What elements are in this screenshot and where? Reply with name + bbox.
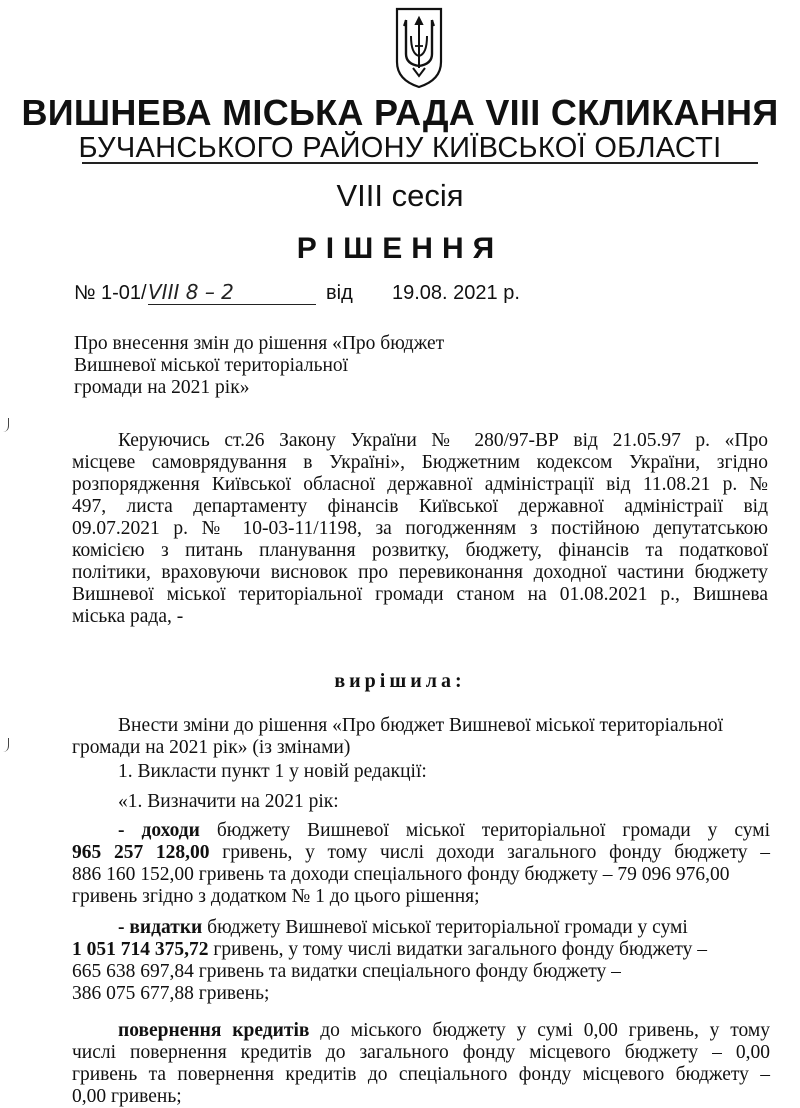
subject-line: громади на 2021 рік» <box>74 377 250 398</box>
session-title: VIII сесія <box>336 178 464 213</box>
decision-number-prefix: № 1-01/ <box>74 282 147 304</box>
margin-mark <box>2 418 9 432</box>
income-line <box>72 820 770 842</box>
item-1: 1. Викласти пункт 1 у новій редакції: <box>118 761 427 782</box>
income-text: бюджету Вишневої міської територіальної громади у сумі <box>216 820 771 841</box>
expenses-line <box>72 939 770 961</box>
preamble-line: комісією з питань планування розвитку, бюджету, фінансів та податкової <box>72 540 768 561</box>
credits-line <box>72 1020 770 1042</box>
expenses-line: 665 638 697,84 гривень та видатки спеціального фонду бюджету – <box>72 961 621 982</box>
preamble-line: 09.07.2021 р. № 10-03-11/1198, за погодженням з постійною депутатською <box>72 518 768 539</box>
intro-line: Внести зміни до рішення «Про бюджет Вишневої міської територіальної <box>118 715 724 736</box>
council-subtitle: БУЧАНСЬКОГО РАЙОНУ КИЇВСЬКОЇ ОБЛАСТІ <box>78 132 722 164</box>
decision-heading: РІШЕННЯ <box>296 232 504 265</box>
subject-line: Про внесення змін до рішення «Про бюджет <box>74 333 445 354</box>
expenses-text: бюджету Вишневої міської територіальної громади у сумі <box>207 917 688 938</box>
preamble-line: Вишневої міської територіальної громади станом на 01.08.2021 р., Вишнева <box>72 584 768 605</box>
income-line: 886 160 152,00 гривень та доходи спеціального фонду бюджету – 79 096 976,00 <box>72 864 730 885</box>
subject-line: Вишневої міської територіальної <box>74 355 349 376</box>
expenses-paragraph <box>72 917 770 1005</box>
income-total: 965 257 128,00 <box>72 842 210 863</box>
header-divider <box>82 162 758 164</box>
preamble-line: розпорядження Київської обласної державної адміністрації від 11.08.21 р. № <box>72 474 768 495</box>
expenses-line <box>72 917 770 939</box>
handwritten-number: VIII 8 – 2 <box>148 280 316 305</box>
income-text: гривень, у тому числі доходи загального фонду бюджету – <box>222 842 771 863</box>
income-line <box>72 842 770 864</box>
intro-line: громади на 2021 рік» (із змінами) <box>72 737 351 758</box>
credits-label: повернення кредитів <box>118 1020 310 1041</box>
decision-subject <box>74 333 494 399</box>
margin-mark <box>2 738 9 752</box>
expenses-line: 386 075 677,88 гривень; <box>72 983 270 1004</box>
preamble-line: Керуючись ст.26 Закону України № 280/97-ВР від 21.05.97 р. «Про <box>118 430 768 451</box>
decision-date: 19.08. 2021 р. <box>392 282 520 304</box>
expenses-text: гривень, у тому числі видатки загального фонду бюджету – <box>213 939 707 960</box>
changes-intro <box>72 715 770 813</box>
preamble-line: політики, враховуючи висновок про перевиконання доходної частини бюджету <box>72 562 768 583</box>
from-label: від <box>326 282 353 304</box>
credits-text: до міського бюджету у сумі 0,00 гривень, у тому <box>320 1020 771 1041</box>
income-label: - доходи <box>118 820 200 841</box>
credits-line: 0,00 гривень; <box>72 1086 182 1107</box>
credits-line: гривень та повернення кредитів до спеціального фонду місцевого бюджету – <box>72 1064 770 1085</box>
income-paragraph <box>72 820 770 908</box>
expenses-total: 1 051 714 375,72 <box>72 939 209 960</box>
council-title: ВИШНЕВА МІСЬКА РАДА VIII СКЛИКАННЯ <box>21 92 779 133</box>
item-1-1: «1. Визначити на 2021 рік: <box>118 791 339 812</box>
preamble-line: міська рада, - <box>72 606 184 627</box>
coat-of-arms-icon <box>393 6 445 90</box>
income-line: гривень згідно з додатком № 1 до цього рішення; <box>72 886 480 907</box>
preamble-paragraph <box>72 430 768 628</box>
preamble-line: 497, листа департаменту фінансів Київської державної адміністраії від <box>72 496 768 517</box>
preamble-line: місцеве самоврядування в Україні», Бюджетним кодексом України, згідно <box>72 452 768 473</box>
credits-line: числі повернення кредитів до загального фонду місцевого бюджету – 0,00 <box>72 1042 770 1063</box>
credits-paragraph <box>72 1020 770 1108</box>
expenses-label: - видатки <box>118 917 203 938</box>
resolved-heading: вирішила: <box>334 670 466 692</box>
